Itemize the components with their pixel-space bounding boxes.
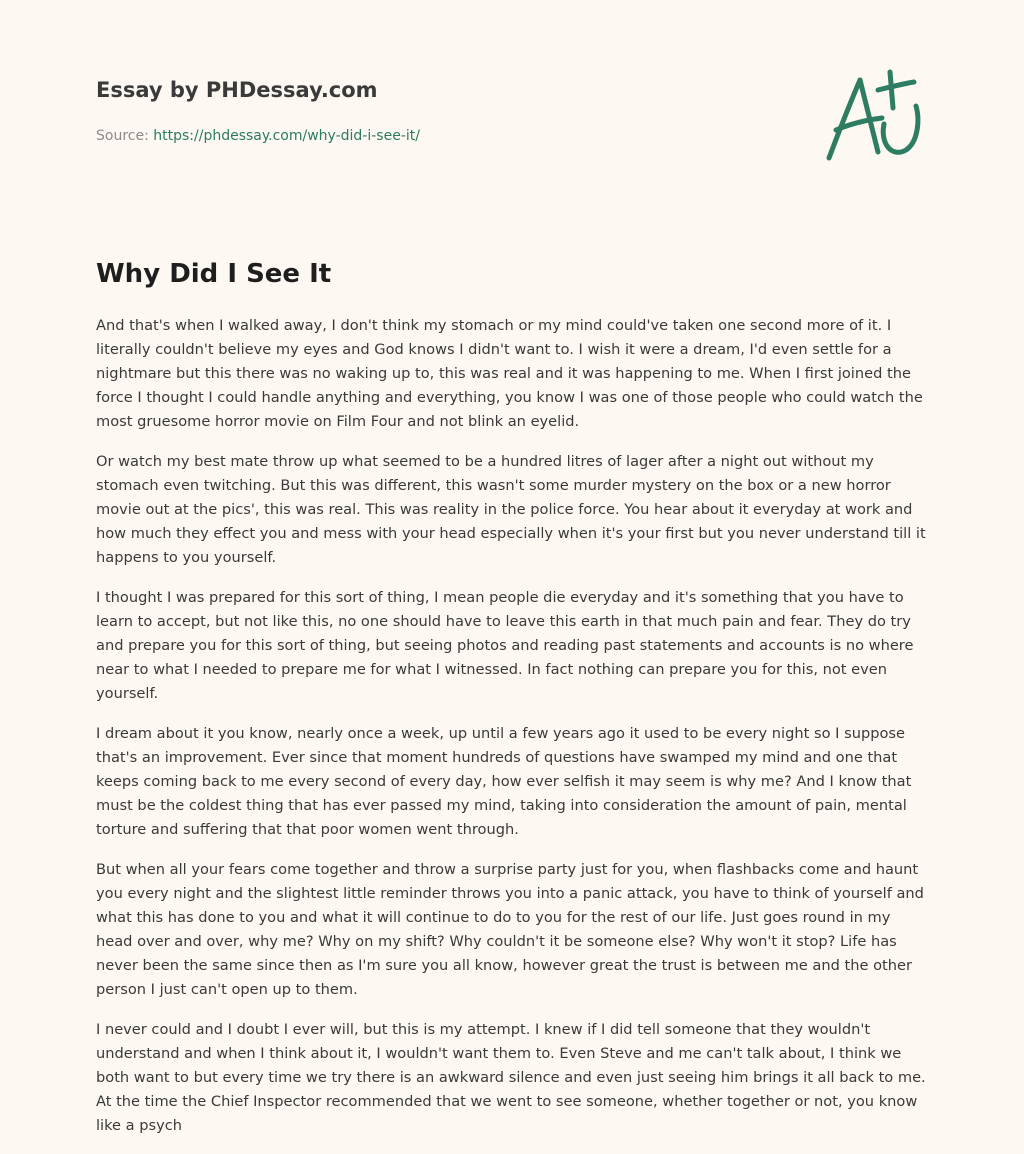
paragraph: Or watch my best mate throw up what seemed to be a hundred litres of lager after a night out without my stomach even twitching. But this was different, this wasn't some murder mystery on the box or a new horror movie out at the pics', this was real. This was reality in the police force. You hear about it everyday at work and how much they effect you and mess with your head especially when it's your first but you never understand till it happens to you yourself. [96, 453, 926, 566]
page-header [96, 76, 796, 146]
paragraph: I never could and I doubt I ever will, but this is my attempt. I knew if I did tell someone that they wouldn't understand and when I think about it, I wouldn't want them to. Even Steve and me can't talk about, I think we both want to but every time we try there is an awkward silence and even just seeing him brings it all back to me. At the time the Chief Inspector recommended that we went to see someone, whether together or not, you know like a psych [96, 1021, 926, 1134]
source-label: Source: [96, 128, 149, 144]
paragraph: I dream about it you know, nearly once a week, up until a few years ago it used to be every night so I suppose that's an improvement. Ever since that moment hundreds of questions have swamped my mind and one that keeps coming back to me every second of every day, how ever selfish it may seem is why me? And I know that must be the coldest thing that has ever passed my mind, taking into consideration the amount of pain, mental torture and suffering that that poor women went through. [96, 725, 912, 838]
essay-title: Why Did I See It [96, 259, 332, 289]
paragraph: I thought I was prepared for this sort of thing, I mean people die everyday and it's something that you have to learn to accept, but not like this, no one should have to leave this earth in that much pain and fear. They do try and prepare you for this sort of thing, but seeing photos and reading past statements and accounts is no where near to what I needed to prepare me for what I witnessed. In fact nothing can prepare you for this, not even yourself. [96, 589, 914, 702]
essay-body [96, 314, 930, 1154]
source-line [96, 126, 796, 146]
a-plus-logo-icon [822, 68, 926, 164]
paragraph: But when all your fears come together and throw a surprise party just for you, when flashbacks come and haunt you every night and the slightest little reminder throws you into a panic attack, you have to think of yourself and what this has done to you and what it will continue to do to you for the rest of our life. Just goes round in my head over and over, why me? Why on my shift? Why couldn't it be someone else? Why won't it stop? Life has never been the same since then as I'm sure you all know, however great the trust is between me and the other person I just can't open up to them. [96, 861, 924, 998]
source-link[interactable]: https://phdessay.com/why-did-i-see-it/ [153, 128, 420, 144]
paragraph: And that's when I walked away, I don't think my stomach or my mind could've taken one second more of it. I literally couldn't believe my eyes and God knows I didn't want to. I wish it were a dream, I'd even settle for a nightmare but this there was no waking up to, this was real and it was happening to me. When I first joined the force I thought I could handle anything and everything, you know I was one of those people who could watch the most gruesome horror movie on Film Four and not blink an eyelid. [96, 317, 923, 430]
site-brand[interactable]: Essay by PHDessay.com [96, 78, 378, 102]
